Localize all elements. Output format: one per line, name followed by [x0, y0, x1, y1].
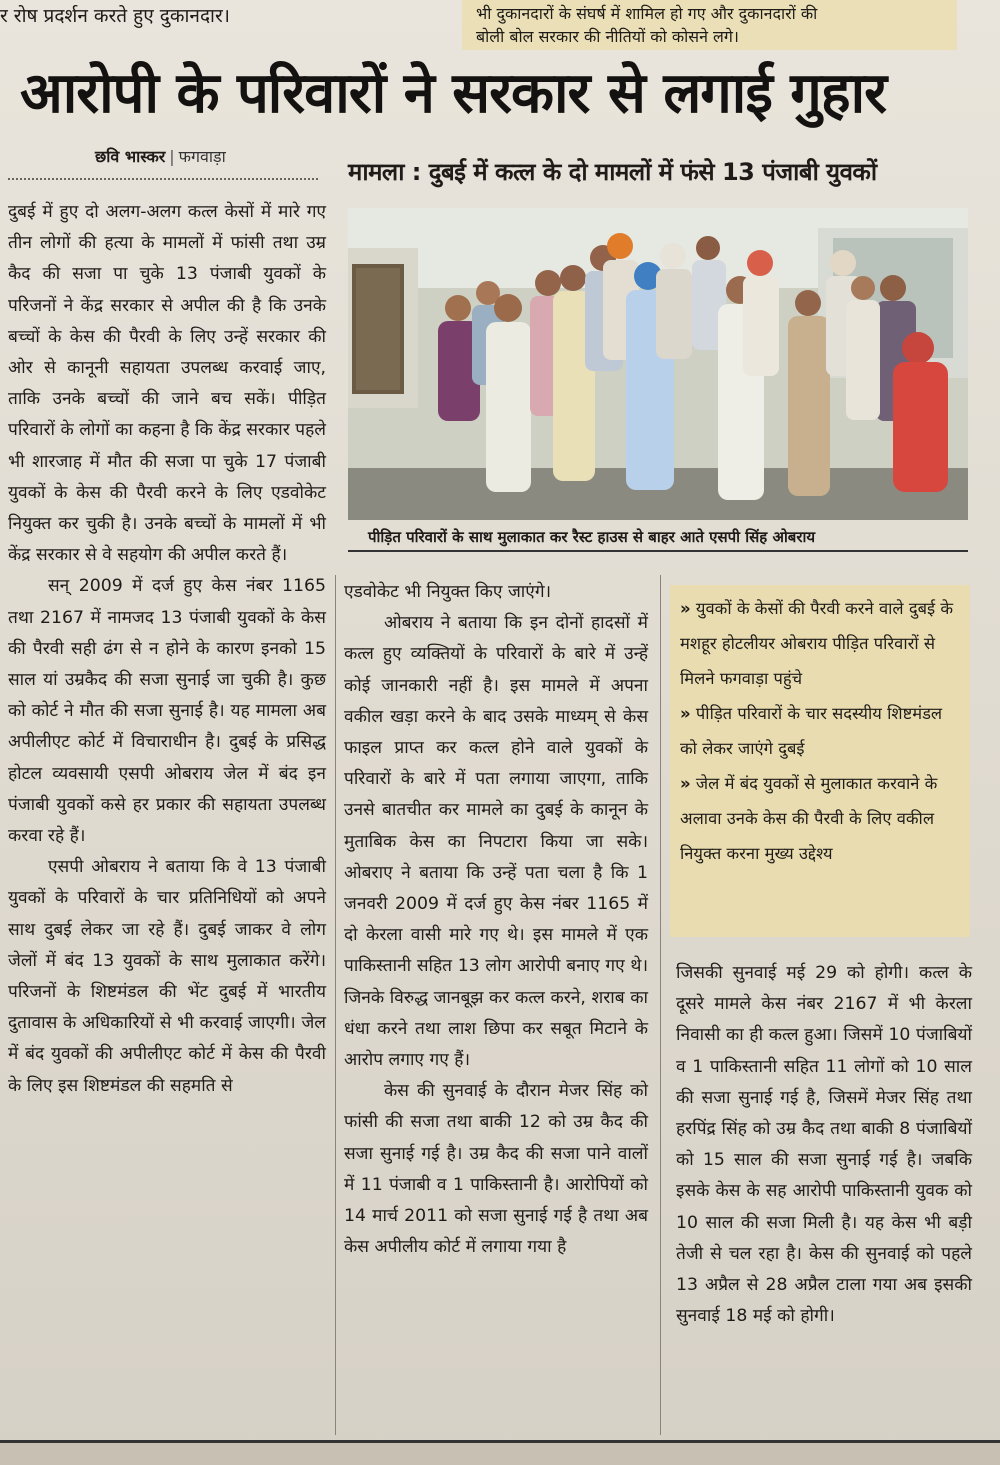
- column-2-paragraph-1: एडवोकेट भी नियुक्त किए जाएंगे।: [344, 582, 552, 602]
- bottom-strip: [0, 1443, 1000, 1465]
- article-column-3: [676, 958, 972, 1332]
- photo-caption: पीड़ित परिवारों के साथ मुलाकात कर रैस्ट हाउस से बाहर आते एसपी सिंह ओबराय: [348, 522, 968, 552]
- highlight-marker-1: »: [680, 599, 691, 618]
- previous-article-box: [462, 0, 957, 50]
- byline: [95, 145, 226, 167]
- case-strapline: मामला : दुबई में कत्ल के दो मामलों में फंसे 13 पंजाबी युवकों: [348, 158, 877, 186]
- column-2-paragraph-3: केस की सुनवाई के दौरान मेजर सिंह को फांसी की सजा तथा बाकी 12 को उम्र कैद की सजा सुनाई गई है। उम्र कैद की सजा पाने वालों में 11 पंजाबी व 1 पाकिस्तानी है। आरोपियों को 14 मार्च 2011 को सजा सुनाई गई है तथा अब केस अपीलीय कोर्ट में लगाया गया है: [344, 1081, 648, 1258]
- group-photo: [348, 208, 968, 520]
- byline-separator: |: [169, 147, 175, 166]
- highlight-text-3: जेल में बंद युवकों से मुलाकात करवाने के अलावा उनके केस की पैरवी के लिए वकील नियुक्त करना मुख्य उद्देश्य: [680, 774, 938, 863]
- highlight-marker-2: »: [680, 704, 691, 723]
- byline-source: छवि भास्कर: [95, 147, 166, 166]
- byline-place: फगवाड़ा: [178, 147, 226, 166]
- highlight-item-1: [680, 591, 960, 696]
- article-column-1: [8, 197, 326, 1102]
- group-photo-illustration: [348, 208, 968, 520]
- highlight-item-3: [680, 766, 960, 871]
- column-2-paragraph-2: ओबराय ने बताया कि इन दोनों हादसों में कत्ल हुए व्यक्तियों के परिवारों के बारे में उन्हें कोई जानकारी नहीं है। इस मामले में अपना वकील खड़ा करने के बाद उसके माध्यम् से केस फाइल प्राप्त कर कत्ल होने वाले युवकों के परिवारों के बारे में पता लगाया जाएगा, ताकि उनसे बातचीत कर मामले का दुबई के कानून के मुताबिक केस का निपटारा किया जा सके। ओबराए ने बताया कि उन्हें पता चला है कि 1 जनवरी 2009 में दर्ज हुए केस नंबर 1165 में दो केरला वासी मारे गए थे। इस मामले में एक पाकिस्तानी सहित 13 लोग आरोपी बनाए गए थे। जिनके विरुद्ध जानबूझ कर कत्ल करने, शराब का धंधा करने तथा लाश छिपा कर सबूत मिटाने के आरोप लगाए गए हैं।: [344, 613, 648, 1071]
- previous-article-line-2: बोली बोल सरकार की नीतियों को कोसने लगे।: [476, 27, 739, 46]
- headline: आरोपी के परिवारों ने सरकार से लगाई गुहार: [20, 61, 886, 126]
- previous-article-line-1: भी दुकानदारों के संघर्ष में शामिल हो गए और दुकानदारों की: [476, 4, 818, 23]
- highlight-marker-3: »: [680, 774, 691, 793]
- column-1-paragraph-1: दुबई में हुए दो अलग-अलग कत्ल केसों में मारे गए तीन लोगों की हत्या के मामलों में फांसी तथा उम्र कैद की सजा पा चुके 13 पंजाबी युवकों के परिजनों ने केंद्र सरकार से अपील की है कि उनके बच्चों के केस की पैरवी के लिए उन्हें सरकार की ओर से कानूनी सहायता उपलब्ध करवाई जाए, ताकि उनके बच्चों की जाने बच सकें। पीड़ित परिवारों के लोगों का कहना है कि केंद्र सरकार पहले भी शारजाह में मौत की सजा पा चुके 17 पंजाबी युवकों के केस की पैरवी करने के लिए एडवोकेट नियुक्त कर चुकी है। उनके बच्चों के मामलों में भी केंद्र सरकार से वे सहयोग की अपील करते हैं।: [8, 202, 327, 566]
- highlights-box: [670, 585, 970, 937]
- column-3-paragraph-1: जिसकी सुनवाई मई 29 को होगी। कत्ल के दूसरे मामले केस नंबर 2167 में भी केरला निवासी का ही कत्ल हुआ। जिसमें 10 पंजाबियों व 1 पाकिस्तानी सहित 11 लोगों को 10 साल की सजा सुनाई गई है, जिसमें मेजर सिंह तथा हरपिंद्र सिंह को उम्र कैद तथा बाकी 8 पंजाबियों को 15 साल की सजा सुनाई गई है। जबकि इसके केस के सह आरोपी पाकिस्तानी युवक को 10 साल की सजा मिली है। यह केस भी बड़ी तेजी से चल रहा है। केस की सुनवाई को पहले 13 अप्रैल से 28 अप्रैल टाला गया अब इसकी सुनवाई 18 मई को होगी।: [676, 963, 972, 1327]
- column-1-paragraph-2: सन् 2009 में दर्ज हुए केस नंबर 1165 तथा 2167 में नामजद 13 पंजाबी युवकों के केस की पैरवी सही ढंग से न होने के कारण इनको 15 साल यां उम्रकैद की सजा सुनाई जा चुकी है। कुछ को कोर्ट ने मौत की सजा सुनाई है। यह मामला अब अपीलीएट कोर्ट में विचाराधीन है। दुबई के प्रसिद्ध होटल व्यवसायी एसपी ओबराय जेल में बंद इन पंजाबी युवकों कसे हर प्रकार की सहायता उपलब्ध करवा रहे हैं।: [8, 576, 326, 847]
- highlight-item-2: [680, 696, 960, 766]
- column-1-paragraph-3: एसपी ओबराय ने बताया कि वे 13 पंजाबी युवकों के परिवारों के चार प्रतिनिधियों को अपने साथ दुबई लेकर जा रहे हैं। दुबई जाकर वे लोग जेलों में बंद 13 युवकों के साथ मुलाकात करेंगे। परिजनों के शिष्टमंडल की भेंट दुबई में भारतीय दुतावास के अधिकारियों से भी करवाई जाएगी। जेल में बंद युवकों की अपीलीएट कोर्ट में केस की पैरवी के लिए इस शिष्टमंडल की सहमति से: [8, 857, 326, 1096]
- column-divider-1: [335, 575, 336, 1435]
- byline-dotted-rule: [8, 178, 318, 180]
- highlight-text-2: पीड़ित परिवारों के चार सदस्यीय शिष्टमंडल को लेकर जाएंगे दुबई: [680, 704, 943, 758]
- highlight-text-1: युवकों के केसों की पैरवी करने वाले दुबई के मशहूर होटलीयर ओबराय पीड़ित परिवारों से मिलने फगवाड़ा पहुंचे: [680, 599, 954, 688]
- article-column-2: [344, 577, 648, 1263]
- column-divider-2: [660, 575, 661, 1435]
- previous-article-fragment: र रोष प्रदर्शन करते हुए दुकानदार।: [0, 5, 230, 27]
